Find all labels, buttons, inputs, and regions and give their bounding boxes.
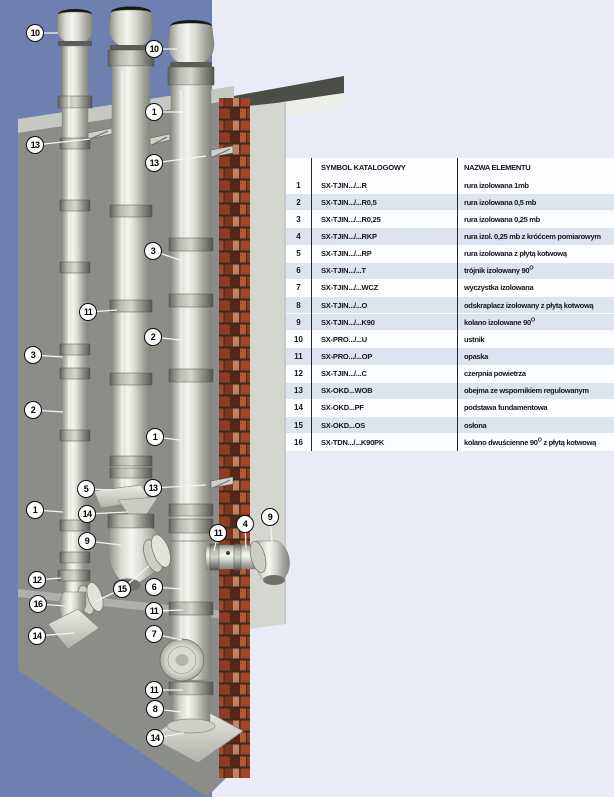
row-symbol: SX-TJIN.../...WCZ [321,283,379,293]
row-number: 3 [296,214,301,224]
table-rows [286,177,614,451]
callout-5: 5 [77,480,95,498]
callout-13: 13 [26,136,44,154]
row-symbol: SX-TJIN.../...R [321,180,367,190]
table-row [286,177,614,194]
row-number: 11 [294,351,303,361]
callout-3: 3 [144,242,162,260]
parts-table [286,158,614,451]
callout-4: 4 [236,515,254,533]
table-row [286,314,614,331]
row-name: rura izolowana 1mb [464,180,529,190]
row-name: rura izolowana z płytą kotwową [464,249,567,259]
callout-11: 11 [145,602,163,620]
column-header-name: NAZWA ELEMENTU [464,162,531,172]
callout-14: 14 [146,729,164,747]
row-symbol: SX-TJIN.../...R0,5 [321,197,377,207]
row-symbol: SX-PRO.../...OP [321,351,373,361]
callout-6: 6 [145,578,163,596]
row-symbol: SX-TJIN.../...RKP [321,231,377,241]
row-number: 14 [294,403,303,413]
air-intake [58,570,90,581]
brick-pillar [219,98,250,778]
callout-10: 10 [26,24,44,42]
row-number: 12 [294,369,303,379]
table-row [286,297,614,314]
table-row [286,331,614,348]
row-name: wyczystka izolowana [464,283,534,293]
row-number: 15 [294,420,303,430]
callout-7: 7 [145,625,163,643]
table-row [286,434,614,451]
row-name: czerpnia powietrza [464,369,526,379]
row-number: 13 [294,386,303,396]
row-name: osłona [464,420,487,430]
callout-1: 1 [145,103,163,121]
row-number: 7 [296,283,301,293]
callout-10: 10 [145,40,163,58]
row-symbol: SX-TJIN.../...C [321,369,367,379]
table-header-row [286,158,614,177]
row-number: 2 [296,197,301,207]
row-name: podstawa fundamentowa [464,403,548,413]
row-name: rura izol. 0,25 mb z króćcem pomiarowym [464,231,601,241]
table-row [286,280,614,297]
callout-11: 11 [209,524,227,542]
table-row [286,400,614,417]
mouthpiece [168,23,214,66]
measuring-port [226,551,230,555]
row-number: 16 [294,437,303,447]
callout-11: 11 [145,681,163,699]
row-symbol: SX-TJIN.../...K90 [321,317,375,327]
row-number: 9 [296,317,301,327]
table-row [286,263,614,280]
table-row [286,348,614,365]
row-number: 8 [296,300,301,310]
callout-1: 1 [26,501,44,519]
callout-12: 12 [28,571,46,589]
row-symbol: SX-OKD...WOB [321,386,373,396]
callout-13: 13 [144,479,162,497]
callout-3: 3 [24,346,42,364]
row-symbol: SX-OKD...OS [321,420,366,430]
row-symbol: SX-TJIN.../...T [321,266,366,276]
row-number: 6 [296,266,301,276]
row-name: opaska [464,351,489,361]
row-number: 1 [296,180,301,190]
row-name: kolano dwuścienne $90^O$ z płytą kotwową [464,437,596,447]
row-symbol: SX-TJIN.../...RP [321,249,372,259]
callout-9: 9 [261,508,279,526]
column-header-symbol: SYMBOL KATALOGOWY [321,162,406,172]
row-number: 10 [294,334,303,344]
callout-1: 1 [146,428,164,446]
row-name: kolano izolowane $90^O$ [464,317,535,327]
callout-16: 16 [29,595,47,613]
row-number: 4 [296,231,301,241]
table-row [286,246,614,263]
callout-8: 8 [146,700,164,718]
table-divider [311,158,312,451]
callout-11: 11 [79,303,97,321]
table-row [286,366,614,383]
row-symbol: SX-TJIN.../...O [321,300,368,310]
table-row [286,383,614,400]
mouthpiece [109,10,153,48]
callout-2: 2 [144,328,162,346]
table-row [286,417,614,434]
row-symbol: SX-PRO.../...U [321,334,367,344]
callout-15: 15 [113,580,131,598]
callout-13: 13 [145,154,163,172]
row-symbol: SX-OKD...PF [321,403,364,413]
row-name: ustnik [464,334,485,344]
callout-2: 2 [24,401,42,419]
row-symbol: SX-TDN.../...K90PK [321,437,385,447]
row-name: odskraplacz izolowany z płytą kotwową [464,300,594,310]
table-row [286,228,614,245]
table-row [286,194,614,211]
row-number: 5 [296,249,301,259]
row-name: rura izolowana 0,25 mb [464,214,540,224]
callout-14: 14 [28,627,46,645]
callout-14: 14 [78,505,96,523]
table-divider [457,158,458,451]
table-row [286,211,614,228]
callout-9: 9 [78,532,96,550]
row-name: rura izolowana 0,5 mb [464,197,537,207]
row-symbol: SX-TJIN.../...R0,25 [321,214,381,224]
row-name: trójnik izolowany $90^O$ [464,265,534,276]
row-name: obejma ze wspornikiem regulowanym [464,386,589,396]
